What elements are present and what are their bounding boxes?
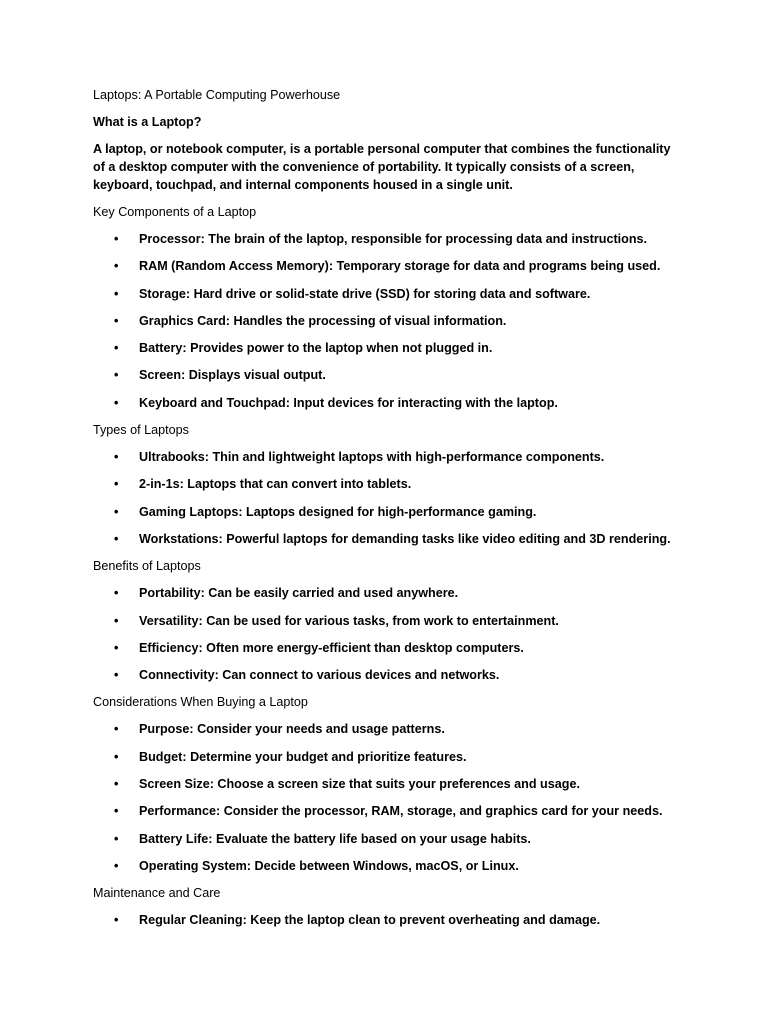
list-item [93,475,683,493]
bullet-icon: • [114,341,119,356]
question-heading: What is a Laptop? [93,115,202,129]
list-item-text: Budget: Determine your budget and prioritize features. [139,749,467,764]
list-item [93,339,683,357]
list-item [93,394,683,412]
list-item [93,285,683,303]
list-item [93,748,683,766]
bullet-icon: • [114,858,119,873]
benefits-list [93,584,683,684]
list-item-text: Gaming Laptops: Laptops designed for high-performance gaming. [139,504,537,519]
bullet-icon: • [114,613,119,628]
bullet-icon: • [114,586,119,601]
bullet-icon: • [114,913,119,928]
list-item [93,802,683,820]
bullet-icon: • [114,804,119,819]
section-heading-types: Types of Laptops [93,423,189,438]
components-list [93,230,683,412]
list-item-text: Connectivity: Can connect to various devices and networks. [139,668,500,683]
bullet-icon: • [114,313,119,328]
list-item [93,312,683,330]
list-item-text: Versatility: Can be used for various tasks, from work to entertainment. [139,613,559,628]
list-item [93,666,683,684]
bullet-icon: • [114,722,119,737]
list-item [93,584,683,602]
considerations-list [93,720,683,874]
list-item-text: Processor: The brain of the laptop, responsible for processing data and instructions. [139,232,648,246]
types-list [93,448,683,548]
list-item-text: Keyboard and Touchpad: Input devices for interacting with the laptop. [139,395,558,410]
list-item [93,448,683,466]
bullet-icon: • [114,777,119,792]
section-heading-components: Key Components of a Laptop [93,205,257,219]
list-item [93,530,683,548]
bullet-icon: • [114,477,119,492]
bullet-icon: • [114,531,119,546]
bullet-icon: • [114,286,119,301]
bullet-icon: • [114,395,119,410]
bullet-icon: • [114,749,119,764]
list-item [93,857,683,875]
list-item-text: Performance: Consider the processor, RAM, storage, and graphics card for your needs. [139,804,663,819]
document-title: Laptops: A Portable Computing Powerhouse [93,88,341,102]
bullet-icon: • [114,259,119,274]
list-item-text: Screen: Displays visual output. [139,368,326,383]
section-heading-maintenance: Maintenance and Care [93,886,221,901]
list-item-text: 2-in-1s: Laptops that can convert into tablets. [139,477,412,492]
list-item-text: Storage: Hard drive or solid-state drive (SSD) for storing data and software. [139,286,591,301]
intro-paragraph: A laptop, or notebook computer, is a portable personal computer that combines the functionality of a desktop computer with the convenience of portability. It typically consists of a screen, keyboard, touchpad, and internal components housed in a single unit. [93,142,671,192]
list-item [93,830,683,848]
bullet-icon: • [114,232,119,246]
list-item-text: Battery: Provides power to the laptop when not plugged in. [139,341,493,356]
list-item [93,503,683,521]
list-item-text: RAM (Random Access Memory): Temporary storage for data and programs being used. [139,259,661,274]
list-item [93,230,683,248]
section-heading-benefits: Benefits of Laptops [93,559,201,574]
bullet-icon: • [114,368,119,383]
list-item [93,612,683,630]
bullet-icon: • [114,831,119,846]
list-item [93,911,683,929]
document-body [93,86,683,939]
list-item-text: Regular Cleaning: Keep the laptop clean to prevent overheating and damage. [139,913,601,928]
list-item-text: Graphics Card: Handles the processing of visual information. [139,313,507,328]
bullet-icon: • [114,504,119,519]
list-item-text: Ultrabooks: Thin and lightweight laptops with high-performance components. [139,450,605,465]
list-item [93,257,683,275]
bullet-icon: • [114,668,119,683]
list-item-text: Operating System: Decide between Windows, macOS, or Linux. [139,858,519,873]
section-heading-considerations: Considerations When Buying a Laptop [93,695,308,710]
list-item-text: Purpose: Consider your needs and usage patterns. [139,722,445,737]
list-item-text: Workstations: Powerful laptops for demanding tasks like video editing and 3D rendering. [139,531,671,546]
list-item [93,775,683,793]
list-item [93,639,683,657]
list-item [93,720,683,738]
list-item [93,366,683,384]
maintenance-list [93,911,683,929]
list-item-text: Portability: Can be easily carried and used anywhere. [139,586,459,601]
list-item-text: Efficiency: Often more energy-efficient than desktop computers. [139,640,524,655]
bullet-icon: • [114,640,119,655]
list-item-text: Screen Size: Choose a screen size that suits your preferences and usage. [139,777,580,792]
bullet-icon: • [114,450,119,465]
list-item-text: Battery Life: Evaluate the battery life based on your usage habits. [139,831,531,846]
